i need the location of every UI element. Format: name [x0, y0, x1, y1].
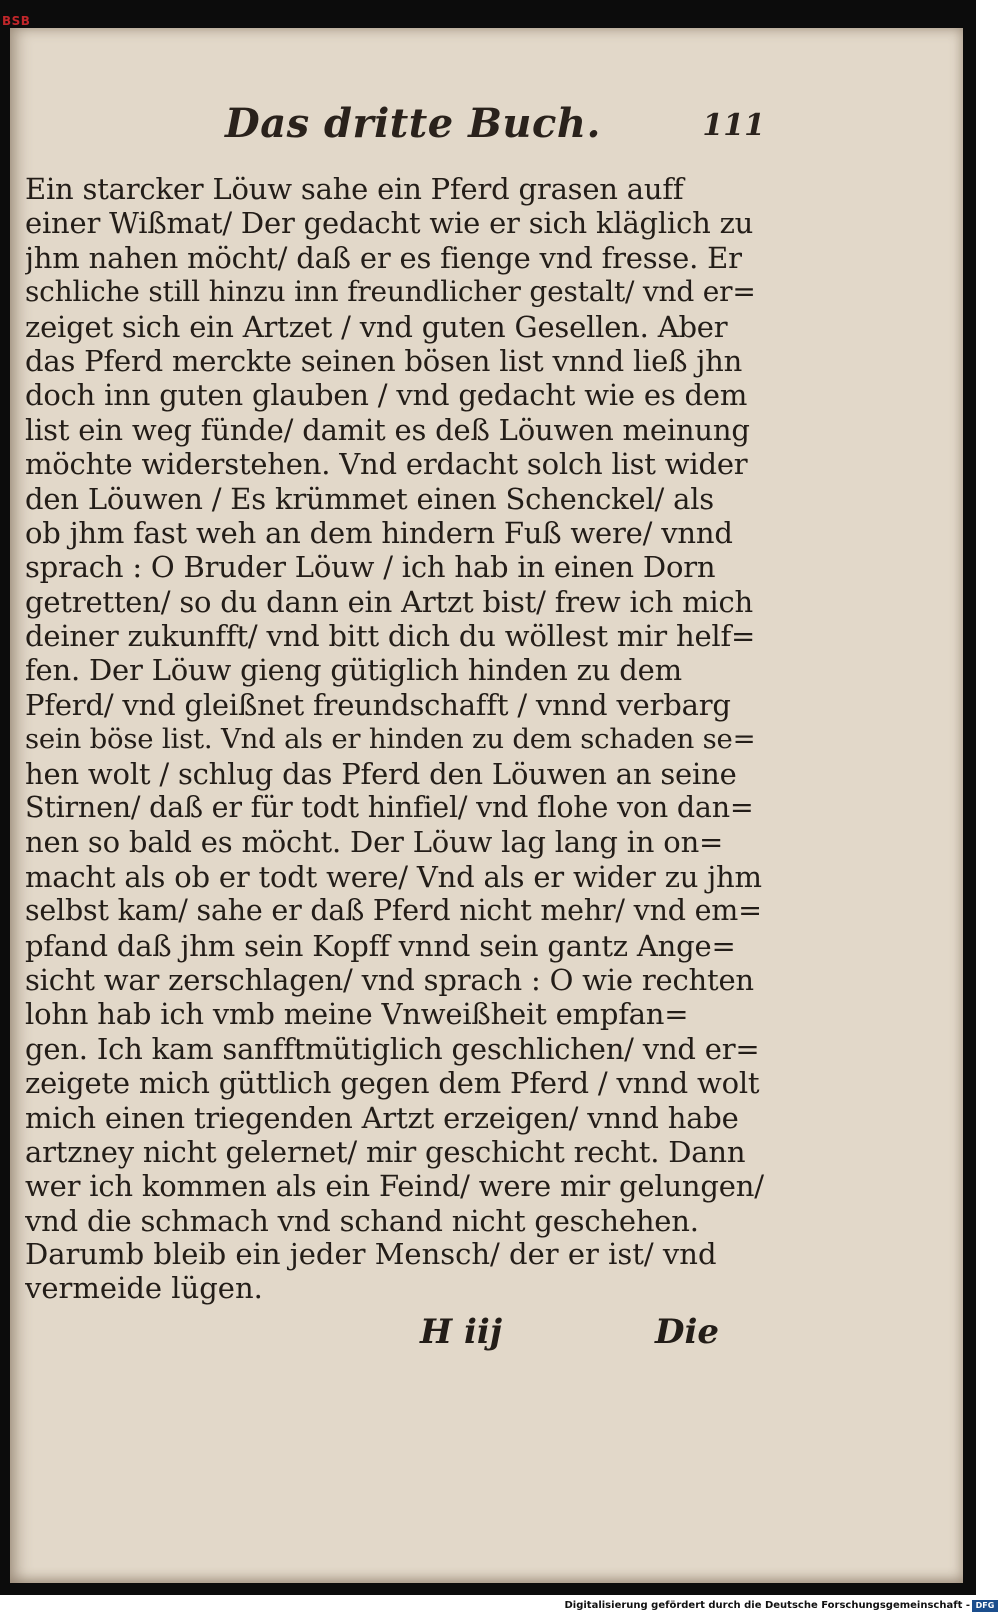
text-line: artzney nicht gelernet/ mir geschicht recht. Dann [25, 1134, 746, 1169]
text-line: selbst kam/ sahe er daß Pferd nicht mehr/ vnd em= [25, 894, 762, 928]
footer-credit: Digitalisierung gefördert durch die Deutsche Forschungsgemeinschaft - [564, 1600, 970, 1611]
text-line: vermeide lügen. [25, 1271, 263, 1306]
closing-text-block [25, 1237, 765, 1306]
text-line: doch inn guten glauben / vnd gedacht wie es dem [25, 378, 748, 413]
text-line: wer ich kommen als ein Feind/ were mir gelungen/ [25, 1169, 764, 1204]
running-head [225, 100, 765, 156]
signature-mark: H iij [420, 1312, 503, 1352]
folio-number: 111 [702, 108, 765, 143]
text-line: lohn hab ich vmb meine Vnweißheit empfan= [25, 997, 689, 1032]
text-line: jhm nahen möcht/ daß er es fienge vnd fresse. Er [25, 240, 742, 275]
running-head-title: Das dritte Buch. [225, 100, 601, 147]
text-line: gen. Ich kam sanfftmütiglich geschlichen/ vnd er= [25, 1031, 760, 1066]
text-line: sein böse list. Vnd als er hinden zu dem schaden se= [25, 723, 756, 756]
text-line: Darumb bleib ein jeder Mensch/ der er ist/ vnd [25, 1237, 717, 1271]
text-line: fen. Der Löuw gieng gütiglich hinden zu dem [25, 653, 682, 688]
text-line: pfand daß jhm sein Kopff vnnd sein gantz Ange= [25, 928, 736, 963]
text-line: vnd die schmach vnd schand nicht geschehen. [25, 1203, 699, 1238]
text-line: einer Wißmat/ Der gedacht wie er sich kläglich zu [25, 206, 754, 241]
text-line: zeiget sich ein Artzet / vnd guten Gesellen. Aber [25, 309, 728, 344]
text-line: macht als ob er todt were/ Vnd als er wider zu jhm [25, 859, 762, 894]
text-line: Pferd/ vnd gleißnet freundschafft / vnnd verbarg [25, 687, 731, 722]
text-line: mich einen triegenden Artzt erzeigen/ vnnd habe [25, 1100, 739, 1135]
main-text-block [25, 172, 765, 1238]
text-line: Stirnen/ daß er für todt hinfiel/ vnd flohe von dan= [25, 791, 754, 825]
text-line: den Löuwen / Es krümmet einen Schenckel/ als [25, 481, 714, 516]
text-line: deiner zukunfft/ vnd bitt dich du wöllest mir helf= [25, 619, 756, 654]
dfg-logo: DFG [972, 1600, 998, 1612]
text-line: zeigete mich güttlich gegen dem Pferd / vnnd wolt [25, 1066, 760, 1101]
text-line: sicht war zerschlagen/ vnd sprach : O wie rechten [25, 962, 754, 997]
text-line: das Pferd merckte seinen bösen list vnnd ließ jhn [25, 343, 743, 378]
text-line: Ein starcker Löuw sahe ein Pferd grasen auff [25, 172, 684, 206]
text-line: ob jhm fast weh an dem hindern Fuß were/ vnnd [25, 515, 733, 550]
text-line: schliche still hinzu inn freundlicher gestalt/ vnd er= [25, 275, 756, 309]
text-line: hen wolt / schlug das Pferd den Löuwen an seine [25, 756, 737, 791]
text-line: sprach : O Bruder Löuw / ich hab in einen Dorn [25, 550, 716, 585]
text-line: nen so bald es möcht. Der Löuw lag lang in on= [25, 825, 724, 860]
text-line: list ein weg fünde/ damit es deß Löuwen meinung [25, 412, 750, 447]
text-line: möchte widerstehen. Vnd erdacht solch list wider [25, 447, 748, 482]
catchword: Die [655, 1312, 720, 1352]
library-mark: BSB [2, 14, 31, 28]
text-line: getretten/ so du dann ein Artzt bist/ frew ich mich [25, 584, 753, 619]
